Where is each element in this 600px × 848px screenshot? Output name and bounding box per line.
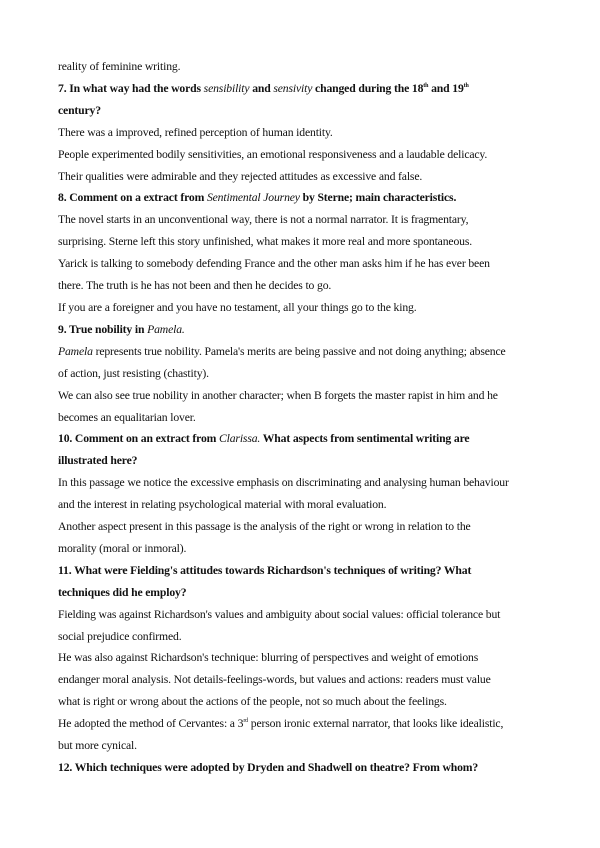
question-11-heading-cont: techniques did he employ? bbox=[58, 585, 187, 599]
answer-11-line: He adopted the method of Cervantes: a 3rd person ironic external narrator, that looks like idealistic, bbox=[58, 717, 504, 731]
answer-10-line: and the interest in relating psychological material with moral evaluation. bbox=[58, 498, 387, 512]
text-line: reality of feminine writing. bbox=[58, 60, 181, 73]
answer-8-line: The novel starts in an unconventional way, there is not a normal narrator. It is fragmentary, bbox=[58, 213, 469, 227]
question-7-heading: 7. In what way had the words sensibility and sensivity changed during the 18th and 19th bbox=[58, 81, 469, 95]
answer-11-line: but more cynical. bbox=[58, 739, 137, 753]
answer-9-line: Pamela represents true nobility. Pamela's merits are being passive and not doing anything; absence bbox=[58, 344, 506, 358]
answer-10-line: Another aspect present in this passage is the analysis of the right or wrong in relation to the bbox=[58, 520, 471, 534]
answer-11-line: He was also against Richardson's technique: blurring of perspectives and weight of emotions bbox=[58, 651, 479, 665]
answer-10-line: morality (moral or inmoral). bbox=[58, 541, 187, 555]
answer-7-line: People experimented bodily sensitivities, an emotional responsiveness and a laudable delicacy. bbox=[58, 147, 488, 161]
answer-9-line: of action, just resisting (chastity). bbox=[58, 366, 209, 380]
answer-10-line: In this passage we notice the excessive emphasis on discriminating and analysing human behaviour bbox=[58, 476, 509, 490]
answer-8-line: If you are a foreigner and you have no testament, all your things go to the king. bbox=[58, 300, 417, 314]
answer-9-line: becomes an equalitarian lover. bbox=[58, 410, 196, 424]
question-8-heading: 8. Comment on a extract from Sentimental Journey by Sterne; main characteristics. bbox=[58, 191, 457, 205]
document-body bbox=[58, 56, 548, 779]
question-12-heading: 12. Which techniques were adopted by Dryden and Shadwell on theatre? From whom? bbox=[58, 761, 479, 774]
answer-7-line: Their qualities were admirable and they rejected attitudes as excessive and false. bbox=[58, 169, 423, 183]
answer-11-line: social prejudice confirmed. bbox=[58, 629, 182, 643]
question-11-heading: 11. What were Fielding's attitudes towards Richardson's techniques of writing? What bbox=[58, 563, 472, 577]
answer-8-line: surprising. Sterne left this story unfinished, what makes it more real and more spontaneous. bbox=[58, 235, 473, 249]
question-9-heading: 9. True nobility in Pamela. bbox=[58, 322, 185, 336]
answer-11-line: Fielding was against Richardson's values and ambiguity about social values: official tolerance but bbox=[58, 607, 501, 621]
question-10-heading-cont: illustrated here? bbox=[58, 454, 138, 468]
answer-9-line: We can also see true nobility in another character; when B forgets the master rapist in him and he bbox=[58, 388, 498, 402]
answer-11-line: endanger moral analysis. Not details-feelings-words, but values and actions: readers must value bbox=[58, 673, 491, 687]
answer-8-line: Yarick is talking to somebody defending France and the other man asks him if he has ever been bbox=[58, 257, 490, 271]
answer-11-line: what is right or wrong about the actions of the people, not so much about the feelings. bbox=[58, 695, 447, 709]
answer-7-line: There was a improved, refined perception of human identity. bbox=[58, 125, 333, 139]
question-10-heading: 10. Comment on an extract from Clarissa. What aspects from sentimental writing are bbox=[58, 432, 470, 446]
answer-8-line: there. The truth is he has not been and then he decides to go. bbox=[58, 279, 332, 293]
question-7-heading-cont: century? bbox=[58, 103, 101, 117]
